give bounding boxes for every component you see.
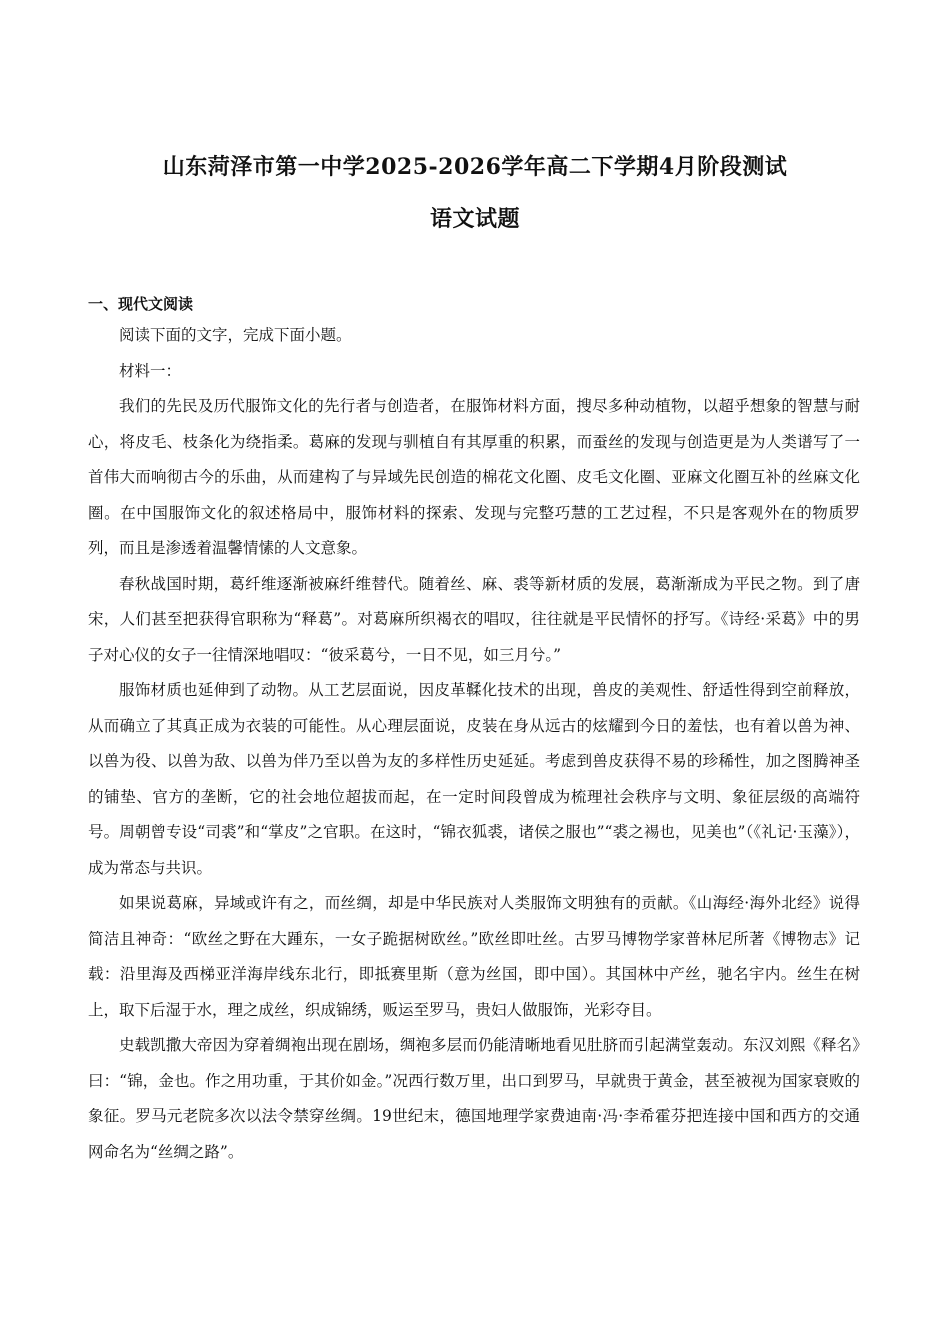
- document-title: 山东菏泽市第一中学2025-2026学年高二下学期4月阶段测试: [162, 154, 788, 180]
- reading-passage: [88, 318, 860, 1170]
- document-subtitle: 语文试题: [429, 206, 520, 232]
- paragraph: 如果说葛麻，异域或许有之，而丝绸，却是中华民族对人类服饰文明独有的贡献。《山海经·海外北经》说得简洁且神奇：“欧丝之野在大踵东，一女子跪据树欧丝。”欧丝即吐丝。古罗马博物学家普林尼所著《博物志》记载：沿里海及西梯亚洋海岸线东北行，即抵赛里斯（意为丝国，即中国）。其国林中产丝，驰名宇内。丝生在树上，取下后湿于水，理之成丝，织成锦绣，贩运至罗马，贵妇人做服饰，光彩夺目。: [88, 894, 860, 1019]
- paragraph: 我们的先民及历代服饰文化的先行者与创造者，在服饰材料方面，搜尽多种动植物，以超乎想象的智慧与耐心，将皮毛、枝条化为绕指柔。葛麻的发现与驯植自有其厚重的积累，而蚕丝的发现与创造更是为人类谱写了一首伟大而响彻古今的乐曲，从而建构了与异域先民创造的棉花文化圈、皮毛文化圈、亚麻文化圈互补的丝麻文化圈。在中国服饰文化的叙述格局中，服饰材料的探索、发现与完整巧慧的工艺过程，不只是客观外在的物质罗列，而且是渗透着温馨情愫的人文意象。: [88, 397, 860, 557]
- paragraph: 史载凯撒大帝因为穿着绸袍出现在剧场，绸袍多层而仍能清晰地看见肚脐而引起满堂轰动。东汉刘熙《释名》曰：“锦，金也。作之用功重，于其价如金。”况西行数万里，出口到罗马，早就贵于黄金，甚至被视为国家衰败的象征。罗马元老院多次以法令禁穿丝绸。19世纪末，德国地理学家费迪南·冯·李希霍芬把连接中国和西方的交通网命名为“丝绸之路”。: [88, 1036, 860, 1161]
- instruction-text: 阅读下面的文字，完成下面小题。: [119, 326, 352, 344]
- paragraph: 服饰材质也延伸到了动物。从工艺层面说，因皮革鞣化技术的出现，兽皮的美观性、舒适性得到空前释放，从而确立了其真正成为衣装的可能性。从心理层面说，皮装在身从远古的炫耀到今日的羞怯，也有着以兽为神、以兽为役、以兽为敌、以兽为伴乃至以兽为友的多样性历史延延。考虑到兽皮获得不易的珍稀性，加之图腾神圣的铺垫、官方的垄断，它的社会地位超拔而起，在一定时间段曾成为梳理社会秩序与文明、象征层级的高端符号。周朝曾专设“司裘”和“掌皮”之官职。在这时，“锦衣狐裘，诸侯之服也”“裘之裼也，见美也”（《礼记·玉藻》），成为常态与共识。: [88, 681, 860, 877]
- material-label: 材料一：: [119, 361, 182, 380]
- section-heading: 一、现代文阅读: [88, 295, 194, 313]
- paragraph: 春秋战国时期，葛纤维逐渐被麻纤维替代。随着丝、麻、裘等新材质的发展，葛渐渐成为平民之物。到了唐宋，人们甚至把获得官职称为“释葛”。对葛麻所织褐衣的唱叹，往往就是平民情怀的抒写。《诗经·采葛》中的男子对心仪的女子一往情深地唱叹：“彼采葛兮，一日不见，如三月兮。”: [88, 574, 860, 664]
